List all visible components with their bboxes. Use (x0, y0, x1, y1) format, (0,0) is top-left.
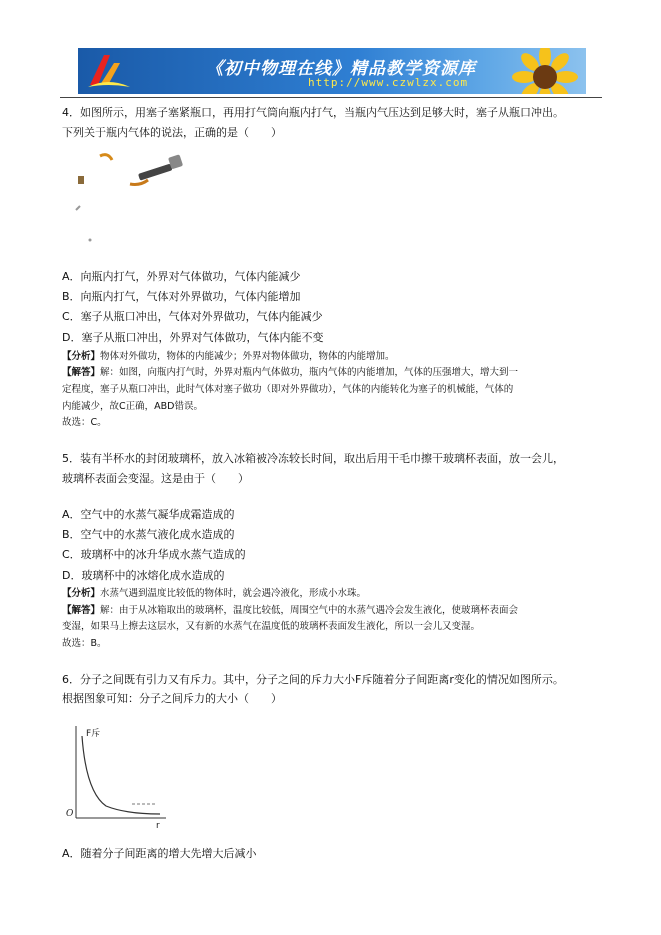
q4-bottle-pump-figure (68, 150, 188, 250)
q4-solution-line3: 内能减少，故C正确，ABD错误。 (62, 401, 203, 412)
q5-solution-label: 【解答】 (62, 605, 101, 616)
site-logo-icon (84, 51, 132, 91)
graph-x-label: r (156, 821, 160, 831)
q5-stem-line2: 玻璃杯表面会变湿。这是由于（ ） (62, 472, 249, 485)
q4-solution-line2: 定程度，塞子从瓶口冲出，此时气体对塞子做功（即对外界做功），气体的内能转化为塞子的机械能，气体的 (62, 384, 514, 395)
q5-option-d: D．玻璃杯中的冰熔化成水造成的 (62, 569, 225, 582)
q4-solution-label: 【解答】 (62, 367, 101, 378)
q5-solution-text1: 解：由于从冰箱取出的玻璃杯，温度比较低，周围空气中的水蒸气遇冷会发生液化，使玻璃杯表面会 (100, 605, 519, 616)
sunflower-icon (510, 48, 580, 94)
q4-option-b: B．向瓶内打气，气体对外界做功，气体内能增加 (62, 290, 301, 303)
q5-option-a: A．空气中的水蒸气凝华成霜造成的 (62, 508, 235, 521)
q6-stem-line2: 根据图象可知：分子之间斥力的大小（ ） (62, 692, 282, 705)
graph-curve (82, 736, 160, 814)
site-url[interactable]: http://www.czwlzx.com (308, 76, 469, 89)
q6-stem-line1: 6．分子之间既有引力又有斥力。其中，分子之间的斥力大小F斥随着分子间距离r变化的情况如图所示。 (62, 673, 564, 686)
q4-analysis (62, 350, 395, 363)
q4-analysis-label: 【分析】 (62, 351, 101, 362)
q5-solution-line1 (62, 604, 518, 617)
q4-stem-line1: 4．如图所示，用塞子塞紧瓶口，再用打气筒向瓶内打气，当瓶内气压达到足够大时，塞子从瓶口冲出。 (62, 106, 564, 119)
q4-option-a: A．向瓶内打气，外界对气体做功，气体内能减少 (62, 270, 301, 283)
q5-option-c: C．玻璃杯中的冰升华成水蒸气造成的 (62, 548, 246, 561)
q5-solution-line2: 变湿，如果马上擦去这层水，又有新的水蒸气在温度低的玻璃杯表面发生液化，所以一会儿又变湿。 (62, 621, 481, 632)
q4-analysis-text: 物体对外做功，物体的内能减少；外界对物体做功，物体的内能增加。 (100, 351, 395, 362)
q5-stem-line1: 5．装有半杯水的封闭玻璃杯，放入冰箱被冷冻较长时间，取出后用干毛巾擦干玻璃杯表面，放一会儿， (62, 452, 564, 465)
q4-option-d: D．塞子从瓶口冲出，外界对气体做功，气体内能不变 (62, 331, 324, 344)
q4-stem-line2: 下列关于瓶内气体的说法，正确的是（ ） (62, 126, 282, 139)
graph-origin-label: O (66, 809, 74, 819)
header-divider (60, 97, 602, 98)
header-banner (78, 48, 586, 94)
site-title: 《初中物理在线》精品教学资源库 (206, 59, 476, 79)
q6-option-a: A．随着分子间距离的增大先增大后减小 (62, 847, 257, 860)
q4-answer: 故选：C。 (62, 417, 107, 428)
q5-analysis-text: 水蒸气遇到温度比较低的物体时，就会遇冷液化，形成小水珠。 (100, 588, 367, 599)
q6-repulsion-graph (62, 722, 172, 832)
q4-option-c: C．塞子从瓶口冲出，气体对外界做功，气体内能减少 (62, 310, 323, 323)
q4-solution-text1: 解：如图，向瓶内打气时，外界对瓶内气体做功，瓶内气体的内能增加，气体的压强增大，增大到一 (100, 367, 519, 378)
q5-answer: 故选：B。 (62, 638, 107, 649)
q4-solution-line1 (62, 366, 518, 379)
q5-option-b: B．空气中的水蒸气液化成水造成的 (62, 528, 235, 541)
graph-y-label: F斥 (86, 729, 101, 739)
q5-analysis (62, 587, 366, 600)
q5-analysis-label: 【分析】 (62, 588, 101, 599)
